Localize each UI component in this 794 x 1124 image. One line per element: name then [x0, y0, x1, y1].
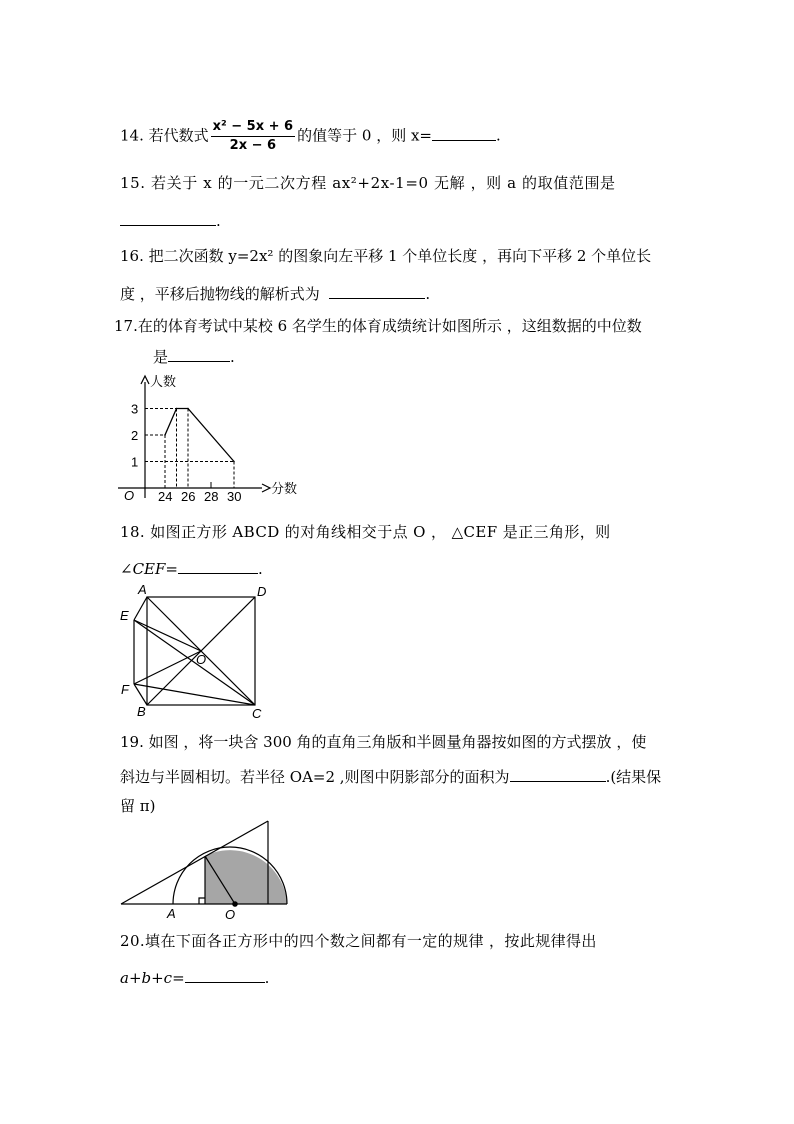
label-b: B	[137, 704, 146, 719]
q16-end: .	[425, 285, 431, 303]
label-d: D	[257, 584, 267, 599]
q19-line2-text: 斜边与半圆相切。若半径 OA=2 ,则图中阴影部分的面积为	[120, 768, 510, 786]
y-axis-label: 人数	[150, 374, 177, 389]
label-o: O	[225, 907, 236, 922]
label-f: F	[121, 682, 129, 697]
question-19-line3: 留 π)	[120, 797, 156, 815]
x-tick-label-30: 30	[227, 489, 242, 504]
q20-line2-text: a+b+c=	[120, 969, 185, 987]
q14-end: .	[496, 126, 501, 145]
y-tick-label-3: 3	[131, 401, 139, 417]
q17-line2-text: 是	[153, 348, 169, 366]
q14-fraction-denominator: 2x − 6	[229, 138, 277, 153]
question-20: 20.填在下面各正方形中的四个数之间都有一定的规律 ，按此规律得出	[120, 932, 597, 950]
q14-fraction-numerator: x² − 5x + 6	[211, 118, 295, 137]
q17-end: .	[230, 348, 235, 366]
q20-end: .	[264, 969, 270, 987]
center-point-o	[232, 901, 238, 907]
question-16: 16. 把二次函数 y=2x² 的图象向左平移 1 个单位长度 ，再向下平移 2 个单位长	[120, 247, 652, 265]
q16-line2-text: 度 ，平移后抛物线的解析式为	[120, 285, 320, 303]
x-tick-label-24: 24	[158, 489, 173, 504]
q14-suffix: 的值等于 0 ，则 x=	[297, 126, 432, 145]
question-18: 18. 如图正方形 ABCD 的对角线相交于点 O ， △CEF 是正三角形，则	[120, 523, 611, 541]
question-20-line2	[120, 966, 269, 988]
x-tick-label-26: 26	[181, 489, 196, 504]
q20-answer-blank[interactable]	[185, 966, 265, 983]
origin-label: O	[124, 488, 135, 503]
right-angle-mark	[199, 898, 205, 904]
label-o: O	[196, 652, 207, 667]
y-tick-label-2: 2	[131, 428, 139, 443]
q14-number: 14.	[120, 126, 144, 145]
question-17: 17.在的体育考试中某校 6 名学生的体育成绩统计如图所示 ，这组数据的中位数	[114, 317, 642, 335]
question-19: 19. 如图 ，将一块含 300 角的直角三角版和半圆量角器按如图的方式摆放 ，使	[120, 733, 647, 751]
question-15: 15. 若关于 x 的一元二次方程 ax²+2x-1=0 无解 ，则 a 的取值范围是	[120, 174, 616, 192]
q18-line2-text: ∠CEF=	[120, 560, 178, 578]
label-a: A	[138, 582, 147, 597]
shaded-region	[205, 850, 287, 904]
q14-prefix: 若代数式	[148, 126, 209, 145]
label-a: A	[167, 906, 176, 921]
q19-line2-end: .(结果保	[605, 768, 662, 786]
y-tick-label-1: 1	[131, 454, 139, 470]
x-axis-label: 分数	[271, 481, 298, 496]
q15-end: .	[216, 212, 221, 230]
q18-end: .	[257, 560, 263, 578]
label-e: E	[120, 608, 129, 623]
label-c: C	[252, 706, 262, 721]
x-tick-label-28: 28	[204, 489, 219, 504]
